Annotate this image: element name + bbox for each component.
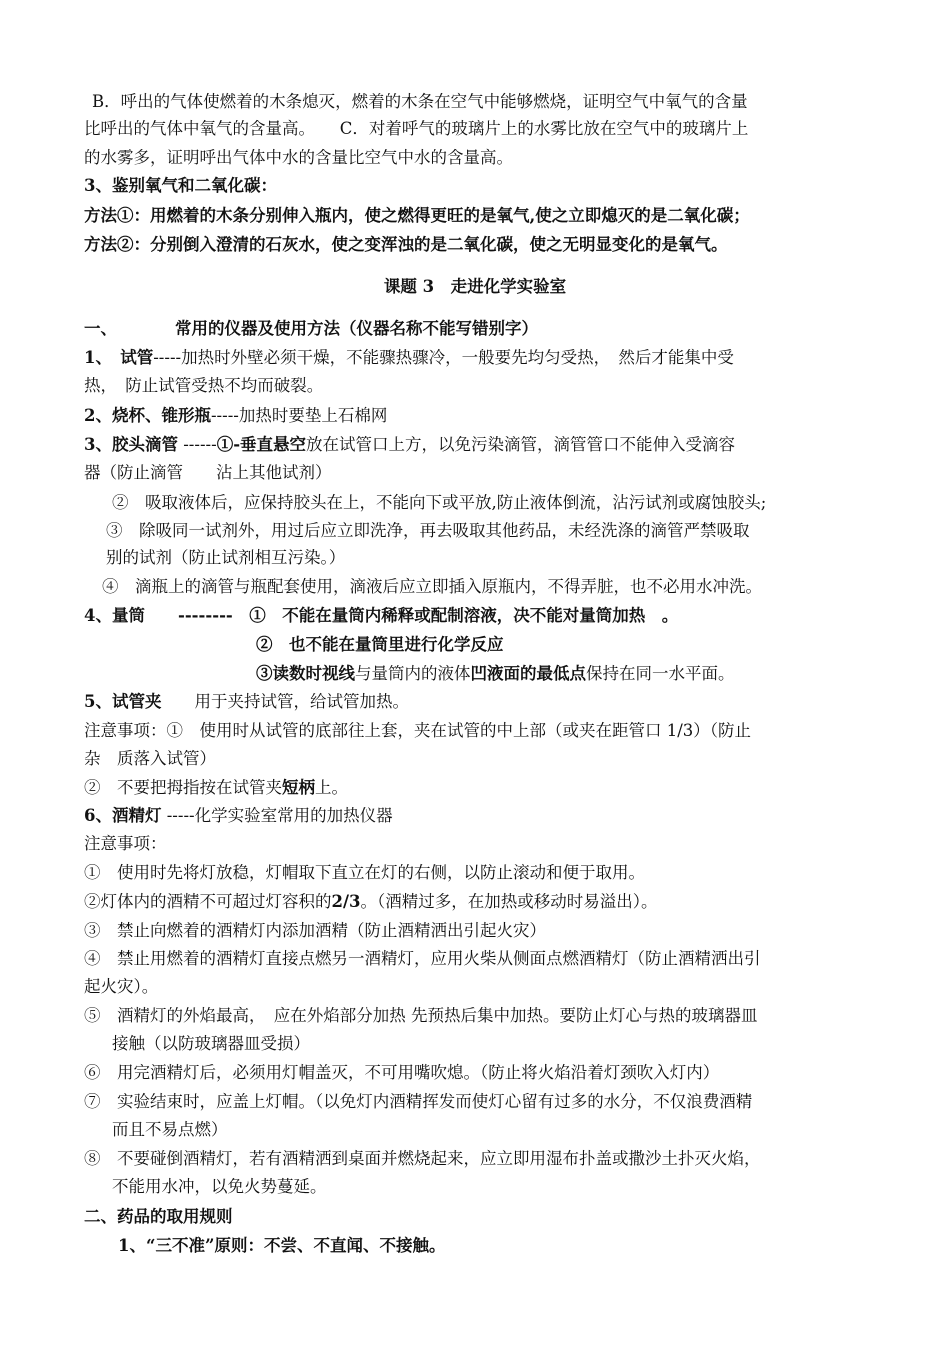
item4-point3-bold1: ③读数时视线: [256, 664, 355, 683]
lesson-title: 课题 3 走进化学实验室: [383, 277, 567, 296]
item4-point3-end: 保持在同一水平面。: [586, 664, 735, 683]
item4-point3: [256, 661, 735, 687]
item6-note6: ⑥ 用完酒精灯后，必须用灯帽盖灭，不可用嘴吹熄。（防止将火焰沿着灯颈吹入灯内）: [84, 1063, 720, 1082]
item6-note8-line2: 不能用水冲，以免火势蔓延。: [112, 1177, 327, 1196]
item6-note3: ③ 禁止向燃着的酒精灯内添加酒精（防止酒精洒出引起火灾）: [84, 921, 546, 940]
item5-note1-line1: 注意事项：① 使用时从试管的底部往上套，夹在试管的中上部（或夹在距管口 1/3）（防止: [84, 721, 752, 740]
item6-note5-line1: ⑤ 酒精灯的外焰最高， 应在外焰部分加热 先预热后集中加热。要防止灯心与热的玻璃器皿: [84, 1006, 758, 1025]
paragraph-b-line2: 比呼出的气体中氧气的含量高。 C．对着呼气的玻璃片上的水雾比放在空气中的玻璃片上: [84, 119, 749, 138]
item3-label: 3、胶头滴管: [84, 435, 178, 454]
item5-note1-line2: 杂 质落入试管）: [84, 749, 216, 768]
item4-point3-mid: 与量筒内的液体: [355, 664, 471, 683]
part2-heading: 二、药品的取用规则: [84, 1207, 233, 1226]
part1-number: 一、: [84, 319, 117, 338]
identify-method-2: 方法②：分别倒入澄清的石灰水，使之变浑浊的是二氧化碳，使之无明显变化的是氧气。: [84, 235, 728, 254]
item3-key1: -垂直悬空: [233, 435, 307, 454]
item6-label: 6、酒精灯: [84, 806, 162, 825]
item1-text1: -----加热时外壁必须干燥，不能骤热骤冷，一般要先均匀受热， 然后才能集中受: [153, 348, 734, 367]
item6-note5-line2: 接触（以防玻璃器皿受损）: [112, 1034, 310, 1053]
item5-label: 5、试管夹: [84, 692, 162, 711]
item6-text: -----化学实验室常用的加热仪器: [161, 806, 393, 825]
item6-note2-c: 。（酒精过多，在加热或移动时易溢出）。: [360, 892, 658, 911]
item5-note2-b: 短柄: [282, 778, 315, 797]
item6-note4-line1: ④ 禁止用燃着的酒精灯直接点燃另一酒精灯，应用火柴从侧面点燃酒精灯（防止酒精洒出引: [84, 949, 761, 968]
item3-line2: 器（防止滴管 沾上其他试剂）: [84, 463, 332, 482]
item4-point3-bold2: 凹液面的最低点: [470, 664, 586, 683]
item3-line1: [84, 432, 735, 458]
part1-heading: [84, 316, 538, 342]
item6-notes-head: 注意事项：: [84, 834, 167, 853]
item6-note2-b: 2/3: [331, 892, 361, 911]
item3-circle1: ①: [216, 435, 234, 454]
item1-label: 1、 试管: [84, 348, 154, 367]
item3-point2: ② 吸取液体后，应保持胶头在上，不能向下或平放,防止液体倒流，沾污试剂或腐蚀胶头;: [112, 493, 767, 512]
item6-line: [84, 803, 393, 829]
item5-text: 用于夹持试管，给试管加热。: [161, 692, 409, 711]
paragraph-b-line1: B．呼出的气体使燃着的木条熄灭，燃着的木条在空气中能够燃烧，证明空气中氧气的含量: [92, 92, 748, 111]
item1-line2: 热， 防止试管受热不均而破裂。: [84, 376, 324, 395]
paragraph-b-line3: 的水雾多，证明呼出气体中水的含量比空气中水的含量高。: [84, 148, 513, 167]
part2-rule1: 1、“三不准”原则：不尝、不直闻、不接触。: [118, 1236, 446, 1255]
identify-heading: 3、鉴别氧气和二氧化碳：: [84, 176, 277, 195]
item3-point4: ④ 滴瓶上的滴管与瓶配套使用，滴液后应立即插入原瓶内，不得弄脏，也不必用水冲洗。: [102, 577, 762, 596]
item4-point2: ② 也不能在量筒里进行化学反应: [256, 635, 504, 654]
item4-line1: 4、量筒 -------- ① 不能在量筒内稀释或配制溶液，决不能对量筒加热 。: [84, 606, 679, 625]
item1-line1: [84, 345, 734, 371]
identify-method-1: 方法①：用燃着的木条分别伸入瓶内，使之燃得更旺的是氧气,使之立即熄灭的是二氧化碳；: [84, 206, 750, 225]
item3-point3-line1: ③ 除吸同一试剂外，用过后应立即洗净，再去吸取其他药品，未经洗涤的滴管严禁吸取: [106, 521, 750, 540]
part1-title: 常用的仪器及使用方法（仪器名称不能写错别字）: [175, 319, 538, 338]
item2-label: 2、烧杯、锥形瓶: [84, 406, 211, 425]
item6-note1: ① 使用时先将灯放稳，灯帽取下直立在灯的右侧，以防止滚动和便于取用。: [84, 863, 645, 882]
item5-note2: [84, 775, 348, 801]
item6-note8-line1: ⑧ 不要碰倒酒精灯，若有酒精洒到桌面并燃烧起来，应立即用湿布扑盖或撒沙土扑灭火焰，: [84, 1149, 761, 1168]
item3-point3-line2: 别的试剂（防止试剂相互污染。）: [106, 548, 346, 567]
item2-text: -----加热时要垫上石棉网: [210, 406, 388, 425]
item3-text1: 放在试管口上方，以免污染滴管，滴管管口不能伸入受滴容: [306, 435, 736, 454]
item5-line: [84, 689, 409, 715]
item5-note2-a: ② 不要把拇指按在试管夹: [84, 778, 282, 797]
item5-note2-c: 上。: [315, 778, 348, 797]
item6-note2: [84, 889, 658, 915]
item6-note7-line2: 而且不易点燃）: [112, 1120, 228, 1139]
item6-note2-a: ②灯体内的酒精不可超过灯容积的: [84, 892, 332, 911]
item6-note4-line2: 起火灾）。: [84, 977, 159, 996]
item2-line: [84, 403, 387, 429]
item3-dash: ------: [177, 435, 217, 454]
item6-note7-line1: ⑦ 实验结束时，应盖上灯帽。（以免灯内酒精挥发而使灯心留有过多的水分，不仅浪费酒精: [84, 1092, 753, 1111]
